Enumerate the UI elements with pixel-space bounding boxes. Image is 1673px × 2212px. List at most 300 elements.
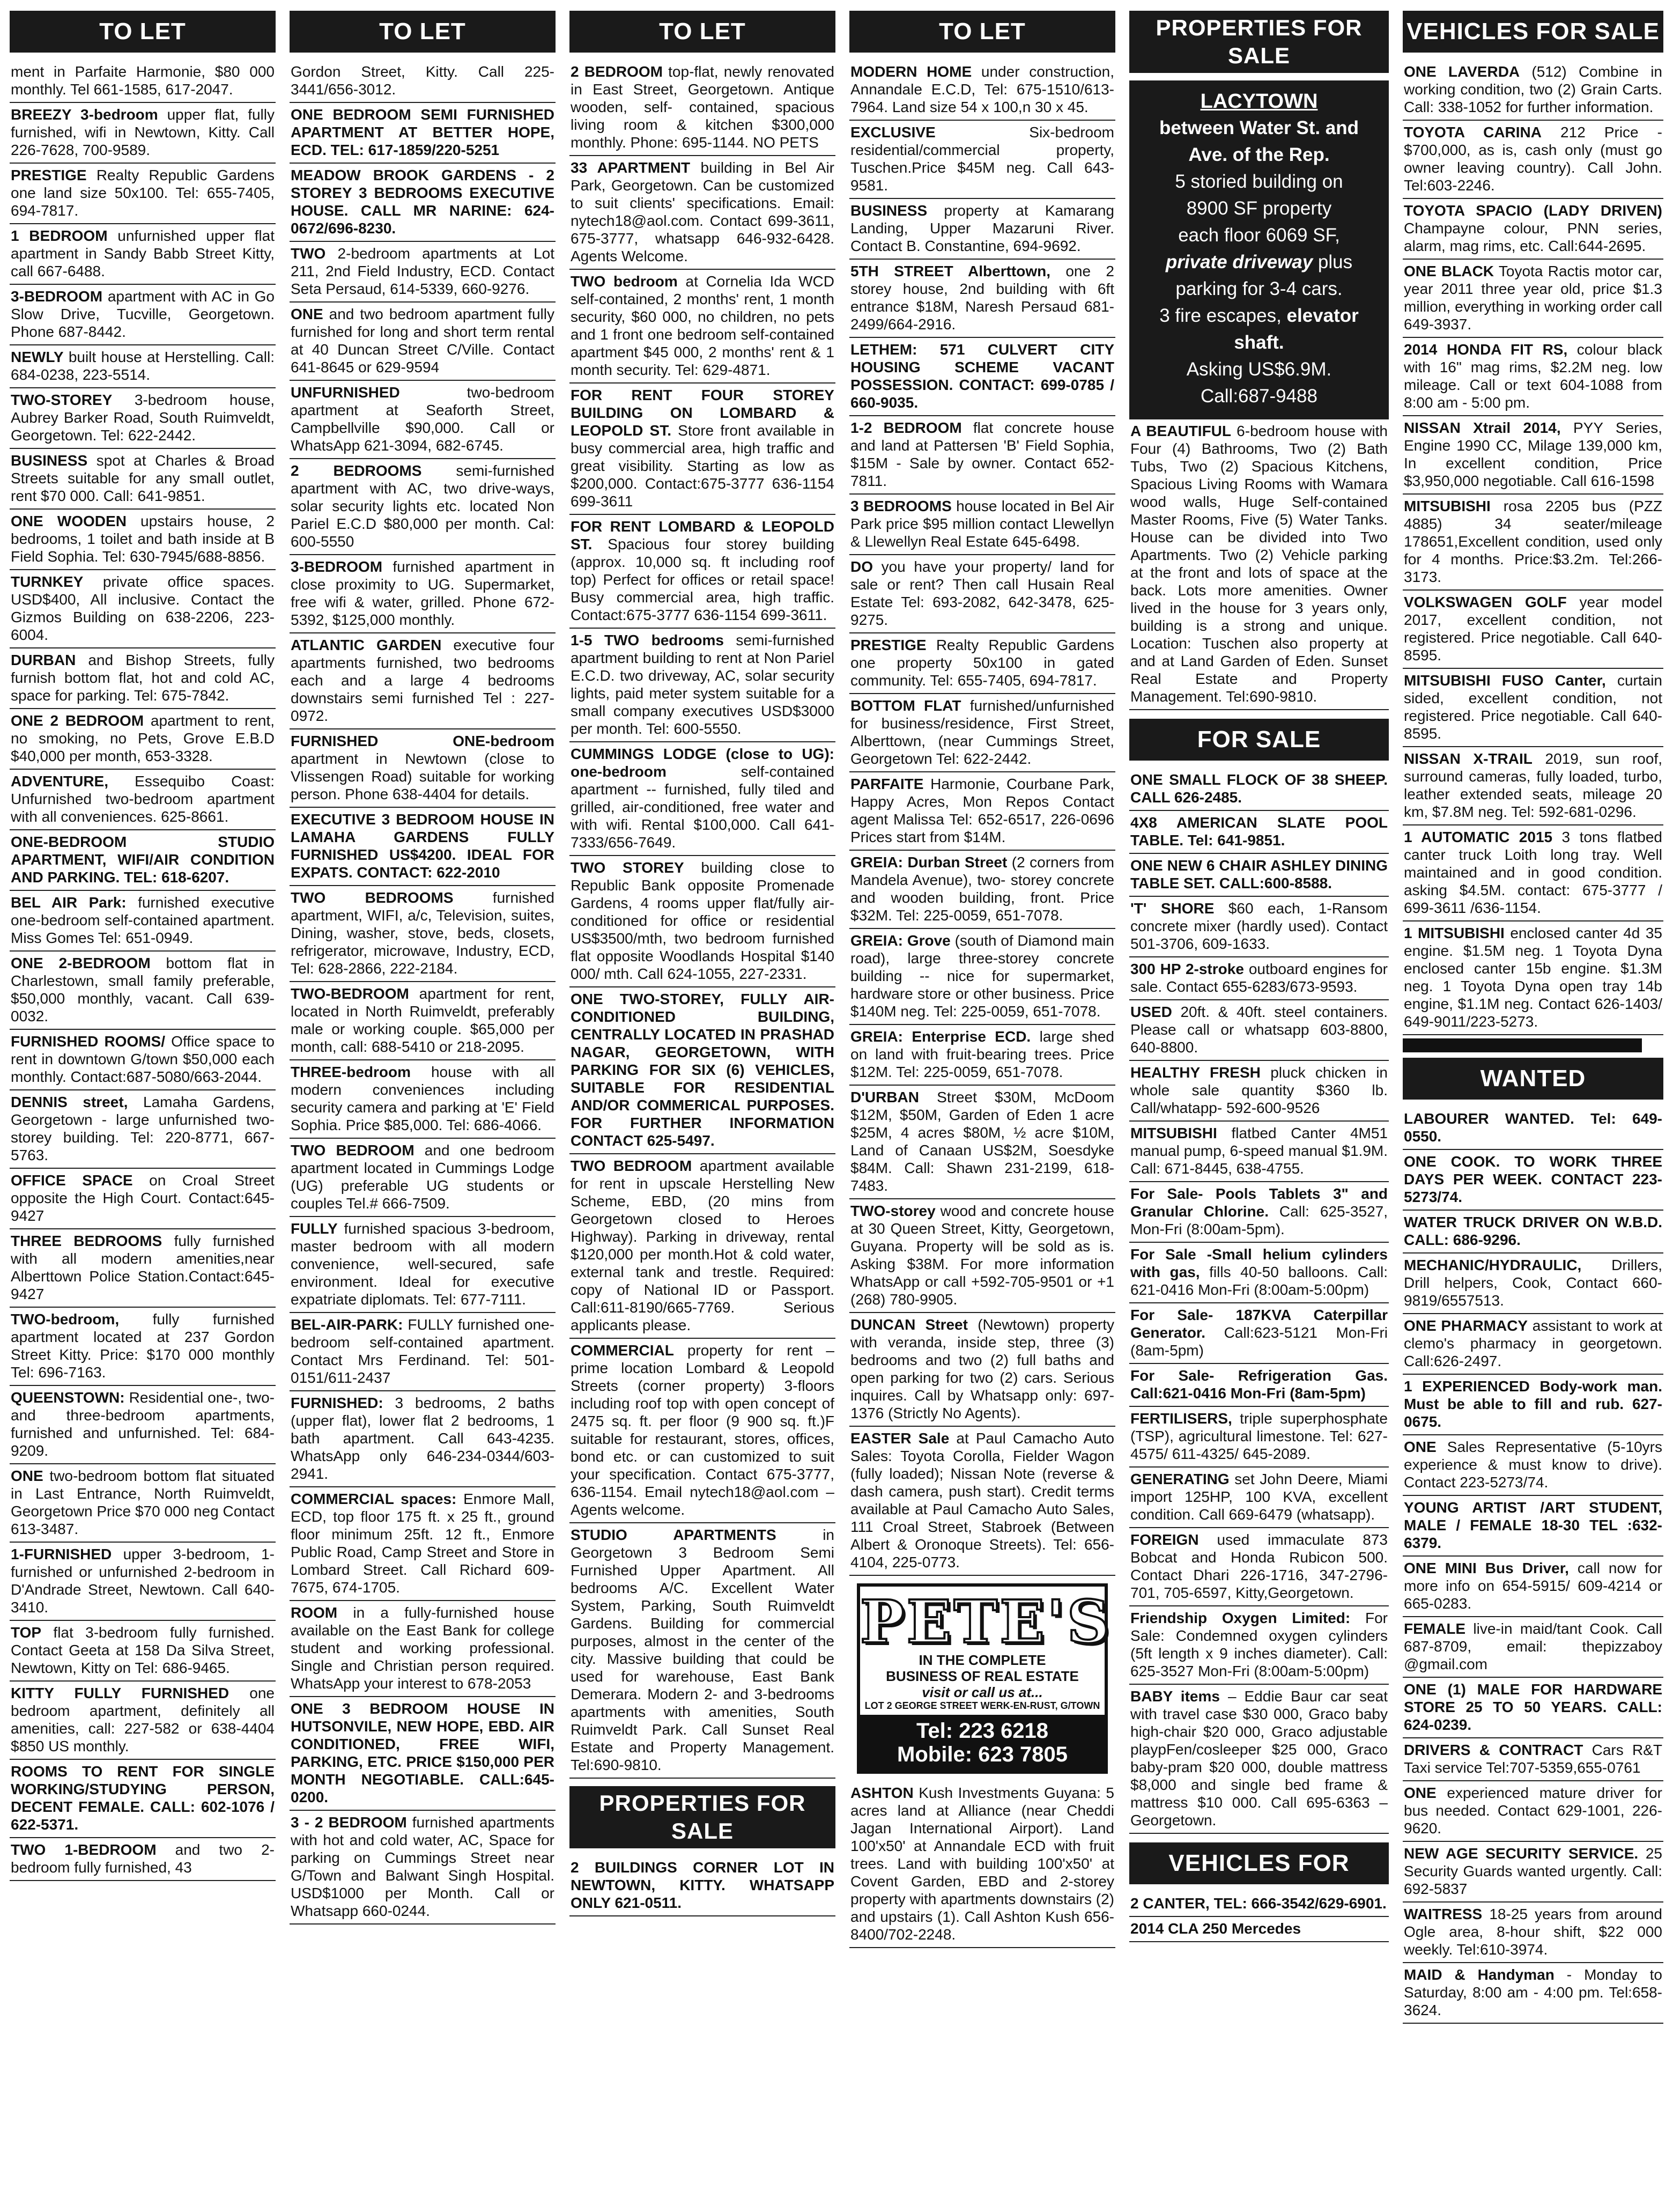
classified-ad [290, 1217, 556, 1313]
classified-ad [849, 416, 1115, 495]
classified-ad [1403, 121, 1663, 199]
classified-ad [569, 629, 835, 742]
ad-text: apartment with AC in Go Slow Drive, Tucville, Georgetown. Phone 687-8442. [11, 288, 275, 340]
ad-text: executive four apartments furnished, two bedrooms each and a large 4 bedrooms downstairs semi furnished Tel : 227-0972. [291, 637, 554, 724]
ad-lead: ONE (1) MALE FOR HARDWARE STORE 25 TO 50 YEARS. CALL: 624-0239. [1404, 1681, 1662, 1733]
ad-lead: WATER TRUCK DRIVER ON W.B.D. CALL: 686-9296. [1404, 1214, 1662, 1248]
ad-lead: FURNISHED ROOMS/ [11, 1033, 165, 1050]
ad-list [1129, 768, 1389, 1834]
classified-ad [10, 510, 276, 570]
classified-ad [290, 242, 556, 303]
section-header: TO LET [849, 11, 1115, 53]
ad-lead: ONE [1404, 1439, 1437, 1455]
classified-ad [290, 1487, 556, 1601]
classified-ad [290, 633, 556, 729]
logo-mobile: Mobile: 623 7805 [897, 1743, 1068, 1766]
ad-text: triple superphosphate (TSP), agricultural limestone. Tel: 627-4575/ 611-4325/ 645-2089. [1130, 1410, 1388, 1462]
classified-ad [569, 1523, 835, 1779]
ad-lead: EXECUTIVE 3 BEDROOM HOUSE IN LAMAHA GARDENS FULLY FURNISHED US$4200. IDEAL FOR EXPATS. CONTACT: 622-2010 [291, 811, 554, 881]
classified-ad [569, 156, 835, 270]
ad-text: colour black with 16" mag rims, $2.2M neg. low mileage. Call or text 604-1088 from 8:00 am - 5:00 pm. [1404, 341, 1662, 411]
classified-ad [10, 1838, 276, 1881]
classified-ad [290, 164, 556, 242]
ad-text: Harmonie, Courbane Park, Happy Acres, Mon Repos Contact agent Malissa Tel: 652-6517, 226-0696 Prices start from $14M. [850, 776, 1114, 845]
classified-ad [849, 555, 1115, 633]
ad-text: property at Kamarang Landing, Upper Mazaruni River. Contact B. Constantine, 694-9692. [850, 202, 1114, 254]
ad-text: two-bedroom apartment at Seaforth Street, Campbellville $90,000. Call or WhatsApp 621-3094, 682-6745. [291, 384, 554, 454]
ad-text: one 2 storey house, 2nd building with 6ft entrance $18M, Naresh Persaud 681-2499/664-2916. [850, 263, 1114, 333]
ad-lead: 2014 HONDA FIT RS, [1404, 341, 1568, 358]
classified-ad [1129, 1606, 1389, 1685]
ad-text: used immaculate 873 Bobcat and Honda Rubicon 500. Contact Dhari 226-1716, 347-2796-701, 705-6597, Kitty,Georgetown. [1130, 1531, 1388, 1601]
classified-ad [569, 856, 835, 987]
logo-phones [860, 1715, 1105, 1771]
ad-text: experienced mature driver for bus needed. Contact 629-1001, 226-9620. [1404, 1785, 1662, 1837]
ad-text: call now for more info on 654-5915/ 609-4214 or 665-0283. [1404, 1560, 1662, 1612]
classified-ad [849, 772, 1115, 851]
ad-text: set John Deere, Miami import 125HP, 100 KVA, excellent condition. Call 669-6479 (whatsapp). [1130, 1471, 1388, 1523]
classified-ad [10, 1543, 276, 1621]
ad-lead: TOYOTA CARINA [1404, 124, 1542, 141]
ad-lead: TOYOTA SPACIO (LADY DRIVEN) [1404, 202, 1662, 219]
classified-ad [1403, 1314, 1663, 1375]
ad-text: semi-furnished apartment building to rent at Non Pariel E.C.D. two driveway, AC, solar security lights, paid meter system suitable for a small company executives USD$3000 per month. Tel: 600-5550. [571, 632, 834, 737]
classified-ad [10, 1621, 276, 1682]
feature-line [1138, 303, 1380, 356]
classified-ad [1403, 199, 1663, 260]
ad-lead: NISSAN X-TRAIL [1404, 750, 1533, 767]
classified-ad [10, 830, 276, 891]
feature-line [1138, 249, 1380, 276]
ad-text: and two bedroom apartment fully furnished for long and short term rental at 40 Duncan Street C/Ville. Contact 641-8645 or 629-9594 [291, 306, 554, 375]
ad-text: unfurnished upper flat apartment in Sandy Babb Street Kitty, call 667-6488. [11, 227, 275, 279]
classified-ad [1403, 1107, 1663, 1150]
ad-text: bottom flat in Charlestown, small family preferable, $50,000 monthly, vacant. Call 639-0032. [11, 955, 275, 1024]
classified-ad [849, 851, 1115, 929]
ad-text: building in Bel Air Park, Georgetown. Can be customized to suit clients' specifications. Email: nytech18@aol.com. Contact 699-3611, 675-3777, whatsapp 646-932-6428. Agents Welcome. [571, 159, 835, 264]
ad-text: fully furnished apartment located at 237 Gordon Street Kitty. Price: $170 000 monthly Tel: 696-7163. [11, 1311, 275, 1381]
feature-line: parking for 3-4 cars. [1175, 278, 1343, 299]
ad-text: ment in Parfaite Harmonie, $80 000 monthly. Tel 661-1585, 617-2047. [11, 63, 275, 98]
ad-lead: MITSUBISHI FUSO Canter, [1404, 672, 1606, 689]
section-header: PROPERTIES FOR SALE [1129, 11, 1389, 73]
ad-lead: DO [850, 558, 873, 575]
ad-list [1403, 1107, 1663, 2024]
ad-text: (2 corners from Mandela Avenue), two- storey concrete and wooden building, front. Price $32M. Tel: 225-0059, 651-7078. [850, 854, 1114, 924]
ad-lead: DURBAN [11, 652, 76, 668]
classified-ad [1403, 591, 1663, 669]
ad-list [849, 60, 1115, 1576]
ad-text: in Georgetown 3 Bedroom Semi Furnished Upper Apartment. All bedrooms A/C. Excellent Water System, Parking, South Ruimveldt Gardens. Building for commercial purposes, almost in the center of the city. Massive building that could be used for warehouse, East Bank Demerara. Modern 2- and 3-bedrooms apartments with amenities, South Ruimveldt Park. Call Sunset Real Estate and Property Management. Tel:690-9810. [571, 1527, 834, 1773]
ad-lead: 'T' SHORE [1130, 900, 1215, 917]
ad-text: live-in maid/tant Cook. Call 687-8709, email: thepizzaboy @gmail.com [1404, 1620, 1662, 1672]
ad-lead: YOUNG ARTIST /ART STUDENT, MALE / FEMALE 18-30 TEL :632-6379. [1404, 1499, 1662, 1551]
classified-ad [10, 60, 276, 103]
classified-ad [849, 1427, 1115, 1576]
ad-lead: 5TH STREET Alberttown, [850, 263, 1050, 279]
ad-text: – Eddie Baur car seat with travel case $30 000, Graco baby high-chair $20 000, Graco adjustable playpFen/cosleeper $25 000, Graco baby-pram $20 000, double mattress $8,000 and single bed frame & mattress $10 000. Call 695-6363 – Georgetown. [1130, 1688, 1388, 1828]
ad-text: Six-bedroom residential/commercial property, Tuschen.Price $45M neg. Call 643-9581. [850, 124, 1114, 194]
divider-bar [1403, 1038, 1642, 1052]
ad-text: Spacious four storey building (approx. 10,000 sq. ft including roof top) Perfect for offices or retail space! Busy commercial area, high traffic. Contact:675-3777 636-1154 699-3611. [571, 536, 834, 623]
ad-lead: For Sale- Pools Tablets 3" and Granular Chlorine. [1130, 1185, 1388, 1220]
classified-ad [569, 1154, 835, 1339]
ad-lead: MODERN HOME [850, 63, 972, 80]
ad-text: (Newtown) property with veranda, inside step, three (3) bedrooms and two (2) full baths and open parking for two (2) cars. Serious inquires. Call by Whatsapp only: 697-1376 (Strictly No Agents). [850, 1316, 1114, 1421]
feature-line: each floor 6069 SF, [1178, 225, 1340, 246]
classified-ad [10, 1090, 276, 1169]
ad-lead: MAID & Handyman [1404, 1966, 1554, 1983]
ad-lead: 33 APARTMENT [571, 159, 691, 176]
ad-lead: 3-BEDROOM [11, 288, 103, 305]
classified-ad [10, 103, 276, 164]
ad-lead: TWO BEDROOM [291, 1142, 414, 1159]
ad-lead: For Sale- Refrigeration Gas. Call:621-0416 Mon-Fri (8am-5pm) [1130, 1367, 1388, 1402]
feature-title: LACYTOWN [1200, 90, 1318, 113]
ad-lead: GREIA: Grove [850, 932, 951, 949]
ad-text: Essequibo Coast: Unfurnished two-bedroom apartment with all conveniences. 625-8661. [11, 773, 275, 825]
ad-lead: MITSUBISHI [1404, 498, 1491, 514]
classified-ad [290, 60, 556, 103]
ad-lead: PRESTIGE [850, 637, 927, 653]
classified-ad [10, 1386, 276, 1464]
ad-text: you have your property/ land for sale or rent? Then call Husain Real Estate Tel: 693-2082, 642-3478, 625-9275. [850, 558, 1114, 628]
section-header-properties: PROPERTIES FOR SALE [569, 1786, 835, 1848]
ad-lead: 3 BEDROOMS [850, 498, 952, 514]
classified-ad [1403, 1738, 1663, 1781]
ad-lead: DENNIS street, [11, 1094, 128, 1110]
classified-ad [290, 1811, 556, 1925]
classified-ad [1129, 1061, 1389, 1122]
ad-lead: TOP [11, 1624, 42, 1641]
classified-ad [1129, 1243, 1389, 1303]
ad-lead: ONE MINI Bus Driver, [1404, 1560, 1569, 1576]
ad-text: (512) Combine in working condition, two (2) Grain Carts. Call: 338-1052 for further information. [1404, 63, 1662, 115]
classified-ad [849, 495, 1115, 555]
classified-ad [1403, 669, 1663, 747]
ad-text: 3 tons flatbed canter truck Loith long tray. Well maintained and in good condition. asking $4.5M. contact: 675-3777 / 699-3611 /636-1154. [1404, 829, 1662, 916]
feature-text: plus [1313, 252, 1353, 272]
ad-text: year model 2017, excellent condition, not registered. Price negotiable. Call 640-8595. [1404, 594, 1663, 663]
ad-text: - Monday to Saturday, 8:00 am - 4:00 pm. Tel:658-3624. [1404, 1966, 1662, 2018]
classified-ad [1403, 1781, 1663, 1842]
classified-ad [1403, 1842, 1663, 1903]
ad-lead: MECHANIC/HYDRAULIC, [1404, 1257, 1582, 1273]
ad-lead: Friendship Oxygen Limited: [1130, 1610, 1351, 1626]
classified-ad [10, 648, 276, 709]
ad-lead: TURNKEY [11, 573, 84, 590]
column-to-let-2 [285, 11, 560, 2199]
ad-text: PYY Series, Engine 1990 CC, Milage 139,000 km, In excellent condition, Price $3,950,000 negotiable. Call 616-1598 [1404, 419, 1662, 489]
ad-lead: NISSAN Xtrail 2014, [1404, 419, 1561, 436]
ad-text: fully furnished with all modern amenities,near Alberttown Police Station.Contact:645-9427 [11, 1233, 275, 1302]
ad-lead: FERTILISERS, [1130, 1410, 1232, 1427]
ad-lead: UNFURNISHED [291, 384, 400, 401]
classified-ad [290, 1601, 556, 1697]
ad-lead: STUDIO APARTMENTS [571, 1527, 776, 1543]
ad-lead: ONE 2 BEDROOM [11, 712, 144, 729]
ad-lead: 4X8 AMERICAN SLATE POOL TABLE. Tel: 641-9851. [1130, 814, 1388, 849]
logo-line: BUSINESS OF REAL ESTATE [886, 1668, 1079, 1684]
classified-ad [10, 709, 276, 770]
ad-lead: TWO STOREY [571, 859, 684, 876]
ad-lead: 1-2 BEDROOM [850, 419, 962, 436]
ad-text: under construction, Annandale E.C.D, Tel: 675-1510/613-7964. Land size 54 x 100,n 30 x 45. [850, 63, 1114, 115]
ad-lead: DUNCAN Street [850, 1316, 968, 1333]
classified-ad [1403, 1435, 1663, 1496]
ad-text: semi-furnished apartment with AC, two drive-ways, solar security lights etc. located Non Pariel E.C.D $80,000 per month. Cal: 600-5550 [291, 462, 554, 550]
ad-text: Office space to rent in downtown G/town $50,000 each monthly. Contact:687-5080/663-2044. [11, 1033, 275, 1085]
classified-ad [10, 952, 276, 1030]
classified-ad [1129, 957, 1389, 1000]
ad-text: furnished spacious 3-bedroom, master bedroom with all modern convenience, well-secured, safe environment. Ideal for executive expatriate diplomats. Tel: 677-7111. [291, 1220, 554, 1308]
classified-ad [569, 1339, 835, 1523]
classified-ad [10, 770, 276, 830]
classified-ad [1403, 1150, 1663, 1211]
ad-text: on Croal Street opposite the High Court. Contact:645-9427 [11, 1172, 275, 1224]
ad-lead: BUSINESS [11, 452, 88, 469]
classified-ad [290, 729, 556, 808]
ad-lead: TWO BEDROOMS [291, 889, 454, 906]
ad-text: (south of Diamond main road), large three-storey concrete building -- nice for supermarket, hardware store or other business. Price $140M neg. Tel: 225-0059, 651-7078. [850, 932, 1114, 1020]
classified-ad [569, 515, 835, 629]
ad-text: built house at Herstelling. Call: 684-0238, 223-5514. [11, 349, 275, 383]
ad-lead: For Sale -Small helium cylinders with gas, [1130, 1246, 1388, 1280]
ad-text: Call:623-5121 Mon-Fri (8am-5pm) [1130, 1324, 1388, 1359]
classified-ad [290, 808, 556, 886]
classified-ad [1129, 1122, 1389, 1182]
classified-ad [1129, 1917, 1389, 1942]
classified-ad [290, 1139, 556, 1217]
classified-ad [1129, 1685, 1389, 1834]
ad-lead: TWO 1-BEDROOM [11, 1841, 157, 1858]
classified-ad [1403, 1211, 1663, 1254]
ad-text: 6-bedroom house with Four (4) Bathrooms, Two (2) Bath Tubs, Two (2) Spacious Kitchens, Spacious Living Rooms with Wamara wood walls, Huge Self-contained Master Rooms, Five (5) Water Tanks. House can be divided into Two Apartments. Two (2) Vehicle parking at the front and lots of space at the back. Lots more amenities. Owner lived in the house for 3 years only, building is a strong and unique. Location: Tuschen also property at and at Land Garden of Eden. Sunset Real Estate and Property Management. Tel:690-9810. [1130, 423, 1388, 705]
ad-lead: ONE PHARMACY [1404, 1317, 1528, 1334]
ad-text: assistant to work at clemo's pharmacy in georgetown. Call:626-2497. [1404, 1317, 1663, 1369]
ad-lead: 1 MITSUBISHI [1404, 925, 1505, 941]
ad-lead: ONE 2-BEDROOM [11, 955, 151, 971]
classified-ad [1403, 1254, 1663, 1314]
section-header-for-sale: FOR SALE [1129, 719, 1389, 761]
ad-text: Call: 625-3527, Mon-Fri (8:00am-5pm). [1130, 1203, 1388, 1237]
classified-ad [290, 1313, 556, 1391]
ad-list [1129, 1892, 1389, 1942]
ad-lead: ONE WOODEN [11, 513, 127, 529]
ad-text: Residential one-, two- and three-bedroom apartments, furnished and unfurnished. Tel: 684-9209. [11, 1389, 275, 1459]
ad-lead: ONE [11, 1468, 43, 1484]
ad-lead: A BEAUTIFUL [1130, 423, 1231, 439]
ad-text: and one bedroom apartment located in Cummings Lodge (UG) preferable UG students or couples Tel.# 666-7509. [291, 1142, 555, 1212]
logo-mark: PETE'S [860, 1587, 1112, 1656]
classified-ad [569, 1856, 835, 1916]
ad-lead: TWO [291, 245, 326, 262]
ad-list [10, 60, 276, 1881]
ad-text: Store front available in busy commercial area, high traffic and great visibility. Starting as low as $200,000. Contact:675-3777 636-1154 699-3611 [571, 422, 834, 510]
ad-lead: 2 BEDROOM [571, 63, 663, 80]
classified-ad [10, 345, 276, 388]
ad-text: 212 Price - $700,000, as is, cash only (must go owner leaving country). Call John. Tel:603-2246. [1404, 124, 1662, 194]
ad-list [849, 1781, 1115, 1948]
classified-ad [290, 1391, 556, 1487]
section-header-wanted: WANTED [1403, 1058, 1663, 1100]
classified-ad [1403, 1963, 1663, 2024]
ad-lead: TWO-BEDROOM [291, 985, 409, 1002]
classified-ad [849, 1313, 1115, 1427]
classified-ad [1403, 825, 1663, 921]
classified-ad [1403, 1557, 1663, 1617]
classified-ad [849, 338, 1115, 416]
classified-ad [1129, 854, 1389, 897]
classified-ad [1129, 1182, 1389, 1243]
ad-lead: TWO bedroom [571, 273, 678, 290]
ad-text: upper flat, fully furnished, wifi in Newtown, Kitty. Call 226-7628, 700-9589. [11, 106, 275, 158]
logo-line: IN THE COMPLETE [919, 1652, 1046, 1668]
ad-text: furnished apartment in close proximity to UG. Supermarket, free wifi & water, grilled. Phone 672-5392, $125,000 monthly. [291, 558, 554, 628]
ad-lead: ONE BEDROOM SEMI FURNISHED APARTMENT AT BETTER HOPE, ECD. TEL: 617-1859/220-5251 [291, 106, 554, 158]
column-properties-for-sale [1125, 11, 1393, 2199]
ad-lead: 1 EXPERIENCED Body-work man. Must be able to fill and rub. 627-0675. [1404, 1378, 1662, 1430]
ad-text: furnished apartment, WIFI, a/c, Television, suites, Dining, washer, stove, beds, closets, refrigerator, microwave, Industry, ECD, Tel: 628-2866, 222-2184. [291, 889, 554, 977]
ad-lead: ONE 3 BEDROOM HOUSE IN HUTSONVILE, NEW HOPE, EBD. AIR CONDITIONED, FREE WIFI, PARKING, ETC. PRICE $150,000 PER MONTH NEGOTIABLE. CALL:645-0200. [291, 1700, 554, 1805]
classified-ad [1403, 1678, 1663, 1738]
ad-list [1129, 419, 1389, 710]
classified-ad [10, 1229, 276, 1308]
logo-address: LOT 2 GEORGE STREET WERK-EN-RUST, G/TOWN [864, 1700, 1100, 1711]
ad-lead: 2 CANTER, TEL: 666-3542/629-6901. [1130, 1895, 1387, 1912]
classified-ad [10, 1308, 276, 1386]
classified-ad [10, 891, 276, 952]
ad-text: curtain sided, excellent condition, not registered. Price negotiable. Call 640-8595. [1404, 672, 1662, 742]
column-to-let-1 [5, 11, 280, 2199]
classified-ad [1403, 1375, 1663, 1435]
ad-lead: FOR RENT LOMBARD & LEOPOLD ST. [571, 518, 834, 552]
ad-text: $60 each, 1-Ransom concrete mixer (hardly used). Contact 501-3706, 609-1633. [1130, 900, 1388, 952]
classified-ad [1129, 897, 1389, 957]
feature-line: Ave. of the Rep. [1188, 144, 1330, 165]
feature-line: Asking US$6.9M. [1186, 359, 1332, 380]
ad-text: Realty Republic Gardens one property 50x100 in gated community. Tel: 655-7405, 694-7817. [850, 637, 1114, 689]
ad-text: Realty Republic Gardens one land size 50x100. Tel: 655-7405, 694-7817. [11, 167, 275, 219]
ad-lead: LABOURER WANTED. Tel: 649-0550. [1404, 1110, 1662, 1145]
feature-line: 8900 SF property [1186, 198, 1332, 219]
ad-lead: GENERATING [1130, 1471, 1230, 1487]
ad-lead: BOTTOM FLAT [850, 697, 961, 714]
classified-ad [849, 1781, 1115, 1948]
ad-lead: BEL-AIR-PARK: [291, 1316, 403, 1333]
ad-lead: 3-BEDROOM [291, 558, 383, 575]
ad-lead: ATLANTIC GARDEN [291, 637, 442, 653]
classified-ad [569, 60, 835, 156]
ad-lead: COMMERCIAL spaces: [291, 1491, 457, 1507]
classified-ad [290, 1697, 556, 1811]
classified-ad [290, 459, 556, 555]
ad-text: upper 3-bedroom, 1-furnished or unfurnished 2-bedroom in D'Andrade Street, Newtown. Call 640-3410. [11, 1546, 275, 1616]
ad-lead: MEADOW BROOK GARDENS - 2 STOREY 3 BEDROOMS EXECUTIVE HOUSE. CALL MR NARINE: 624-0672/696-8230. [291, 167, 554, 237]
ad-text: Gordon Street, Kitty. Call 225-3441/656-3012. [291, 63, 554, 98]
ad-text: Street $30M, McDoom $12M, $50M, Garden of Eden 1 acre $25M, 4 acres $80M, ½ acre $10M, Land of Canaan US$2M, Soesdyke $84M. Call: Shawn 231-2199, 618-7483. [850, 1089, 1114, 1194]
ad-text: 2-bedroom apartments at Lot 211, 2nd Field Industry, ECD. Contact Seta Persaud, 614-5339, 660-9276. [291, 245, 554, 297]
ad-lead: For Sale- 187KVA Caterpillar Generator. [1130, 1307, 1388, 1341]
section-header: TO LET [569, 11, 835, 53]
classified-ad [290, 886, 556, 982]
ad-lead: EASTER Sale [850, 1430, 950, 1447]
classified-ad [1129, 1407, 1389, 1468]
ad-lead: MITSUBISHI [1130, 1125, 1217, 1141]
column-to-let-4 [845, 11, 1120, 2199]
classified-ad [1403, 1496, 1663, 1557]
ad-text: Drillers, Drill helpers, Cook, Contact 660-9819/6557513. [1404, 1257, 1662, 1309]
ad-lead: ONE BLACK [1404, 263, 1494, 279]
feature-text: 3 fire escapes, [1159, 305, 1287, 326]
classified-ad [1403, 1617, 1663, 1678]
ad-text: upstairs house, 2 bedrooms, 1 toilet and bath inside at B Field Sophia. Tel: 630-7945/688-8856. [11, 513, 275, 565]
classified-ad [849, 694, 1115, 772]
classified-ad [10, 1030, 276, 1090]
lacytown-feature-ad [1129, 80, 1389, 419]
classified-ad [849, 121, 1115, 199]
ad-lead: 1 BEDROOM [11, 227, 108, 244]
ad-text: enclosed canter 4d 35 engine. $1.5M neg. 1 Toyota Dyna enclosed canter 15b engine. $1.3M neg. 1 Toyota Dyna open tray 14b engine, $1.1M neg. Contact 626-1403/ 649-9011/223-5273. [1404, 925, 1662, 1030]
classified-ad [290, 381, 556, 459]
ad-text: For Sale: Condemned oxygen cylinders (5ft length x 9 inches diameter). Call: 625-3527 Mon-Fri (8:00am-5:00pm) [1130, 1610, 1388, 1679]
ad-text: and two 2-bedroom fully furnished, 43 [11, 1841, 275, 1876]
column-to-let-3 [565, 11, 840, 2199]
classified-ad [290, 555, 556, 633]
ad-text: 18-25 years from around Ogle area, 8-hour shift, $22 000 weekly. Tel:610-3974. [1404, 1906, 1662, 1958]
ad-lead: ROOM [291, 1604, 338, 1621]
classified-ad [849, 633, 1115, 694]
classified-ad [1403, 1903, 1663, 1963]
classified-ad [1129, 1364, 1389, 1407]
ad-lead: 3 - 2 BEDROOM [291, 1814, 407, 1831]
feature-emph: elevator shaft. [1234, 305, 1359, 353]
section-header: TO LET [290, 11, 556, 53]
ad-lead: PRESTIGE [11, 167, 87, 183]
ad-lead: COMMERCIAL [571, 1342, 674, 1359]
ad-lead: GREIA: Enterprise ECD. [850, 1028, 1031, 1045]
ad-list [1403, 60, 1663, 1035]
ad-text: and Bishop Streets, fully furnish bottom flat, hot and cold AC, space for parking. Tel: 675-7842. [11, 652, 275, 704]
ad-lead: PARFAITE [850, 776, 924, 792]
section-header: VEHICLES FOR SALE [1403, 11, 1663, 53]
ad-lead: TWO-bedroom, [11, 1311, 120, 1328]
classified-ad [849, 260, 1115, 338]
ad-text: 2019, sun roof, surround cameras, fully loaded, turbo, leather extended seats, mileage 20 km, $7.8M neg. Tel: 592-681-0296. [1404, 750, 1663, 820]
classified-ad [10, 1169, 276, 1229]
ad-lead: VOLKSWAGEN GOLF [1404, 594, 1567, 610]
ad-text: Toyota Ractis motor car, year 2011 three year old, price $1.3 million, everything in working order call 649-3937. [1404, 263, 1662, 333]
ad-text: Lamaha Gardens, Georgetown - large unfurnished two-storey building. Tel: 220-8771, 667-5763. [11, 1094, 275, 1163]
classified-ad [10, 1464, 276, 1543]
ad-text: in a fully-furnished house available on the East Bank for college student and working professional. Single and Christian person required. WhatsApp your interest to 678-2053 [291, 1604, 554, 1692]
ad-lead: FURNISHED: [291, 1395, 383, 1411]
ad-text: Champayne colour, PNN series, alarm, mag rims, etc. Call:644-2695. [1404, 220, 1662, 254]
classified-ad [10, 1682, 276, 1760]
ad-text: pluck chicken in whole sale quantity $360 lb. Call/whatapp- 592-600-9526 [1130, 1064, 1388, 1116]
ad-lead: BREEZY 3-bedroom [11, 106, 158, 123]
ad-text: two-bedroom bottom flat situated in Last Entrance, North Ruimveldt, Georgetown Price $70 000 neg Contact 613-3487. [11, 1468, 275, 1537]
ad-text: rosa 2205 bus (PZZ 4885) 34 seater/mileage 178651,Excellent condition, used only for 4 months. Price:$3.2m. Tel:266-3173. [1404, 498, 1662, 585]
ad-lead: TWO-storey [850, 1203, 936, 1219]
classified-ad [1129, 1892, 1389, 1917]
ad-text: one bedroom apartment, definitely all amenities, call: 227-582 or 638-4404 $850 US monthly. [11, 1685, 275, 1754]
ad-lead: D'URBAN [850, 1089, 919, 1105]
ad-text: at Paul Camacho Auto Sales: Toyota Corolla, Fielder Wagon (fully loaded); Nissan Note (reverse & dash camera, push start). Credit terms available at Paul Camacho Auto Sales, 111 Croal Street, Stabroek (Between Albert & Oronoque Streets). Tel: 656-4104, 225-0773. [850, 1430, 1114, 1570]
classified-ad [1129, 1000, 1389, 1061]
ad-lead: QUEENSTOWN: [11, 1389, 125, 1406]
ad-lead: ONE-BEDROOM STUDIO APARTMENT, WIFI/AIR CONDITION AND PARKING. TEL: 618-6207. [11, 834, 275, 886]
